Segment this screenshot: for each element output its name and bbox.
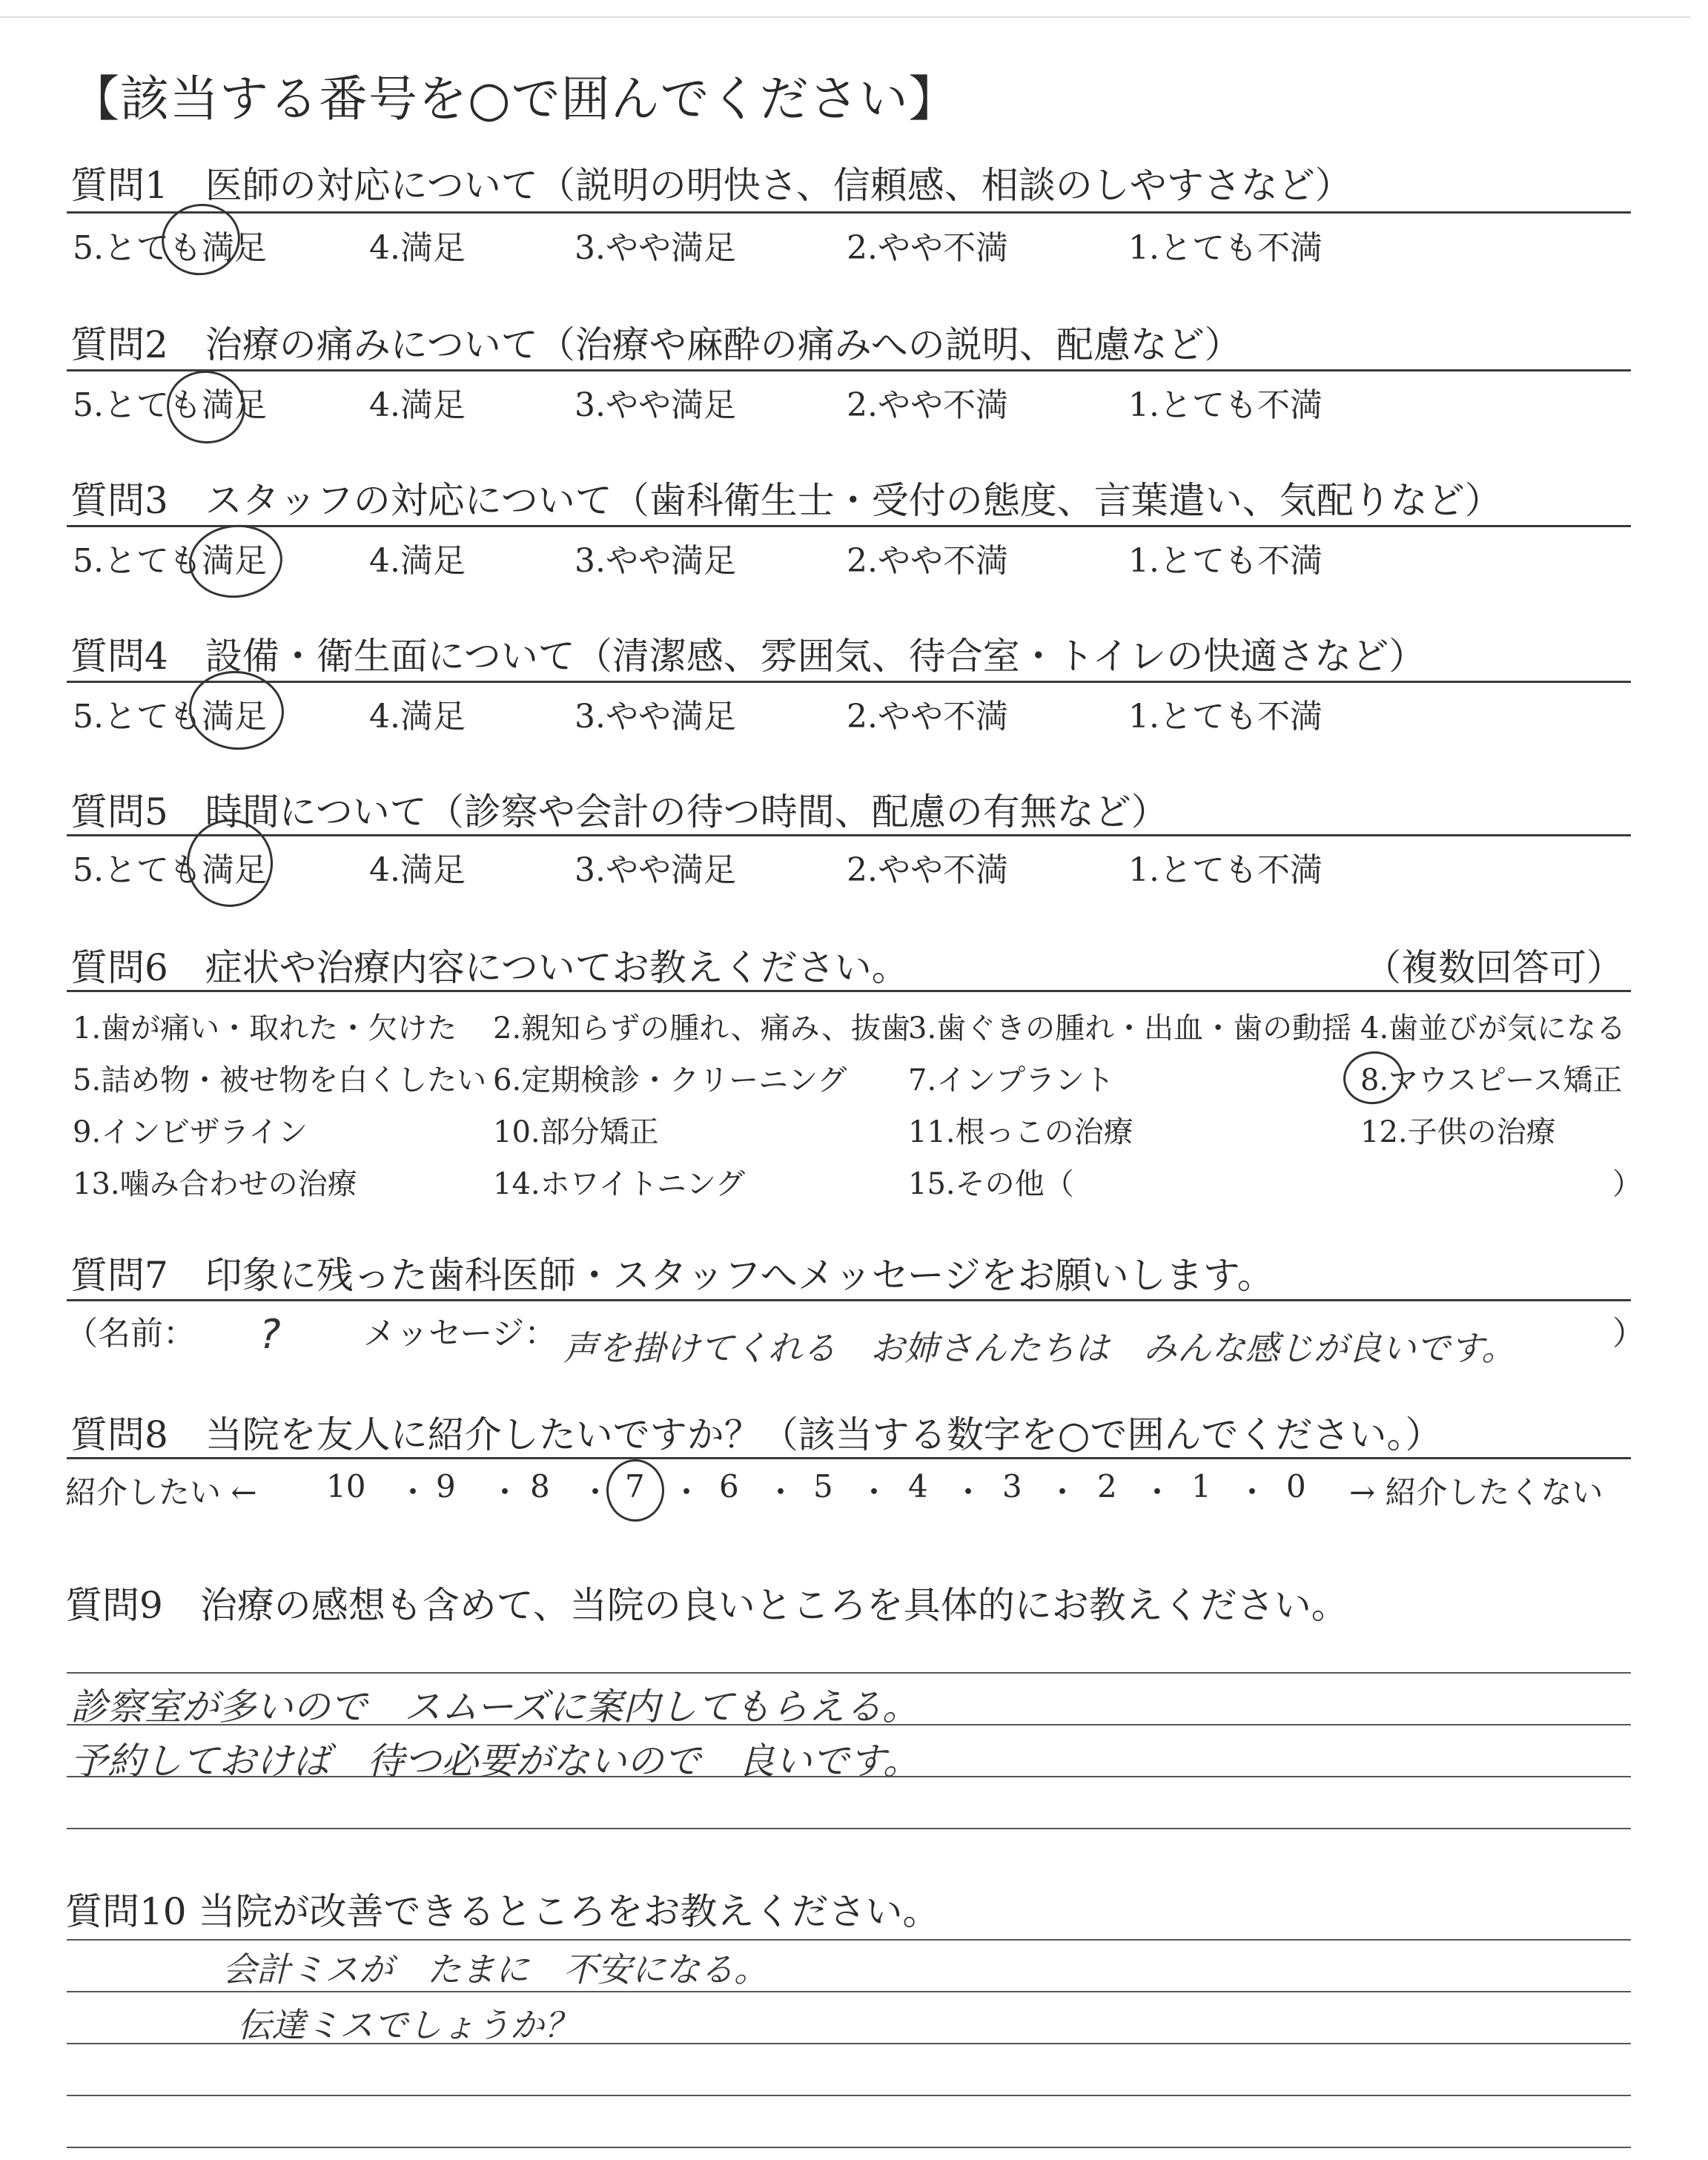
q4-option-1[interactable]: 1.とても不満 [1128,698,1323,736]
q8-right-label: → 紹介したくない [1349,1474,1603,1510]
q2-option-3[interactable]: 3.やや満足 [575,386,736,424]
scan-edge [0,16,1690,18]
q6-option-10[interactable]: 10.部分矯正 [493,1115,659,1149]
q8-left-label: 紹介したい ← [65,1474,257,1510]
q6-option-5[interactable]: 5.詰め物・被せ物を白くしたい [73,1063,487,1097]
q8-dot: ・ [1047,1474,1079,1510]
q8-dot: ・ [1142,1474,1174,1510]
q9-answer-2[interactable]: 予約しておけば 待つ必要がないので 良いです。 [70,1740,920,1783]
q7-close: ） [1612,1315,1645,1353]
q6-other-close: ） [1612,1167,1642,1201]
q6-rule [67,990,1631,992]
q3-option-3[interactable]: 3.やや満足 [575,542,736,580]
q3-selection-circle [185,521,286,603]
q8-scale-6[interactable]: 6 [719,1468,739,1505]
q6-option-1[interactable]: 1.歯が痛い・取れた・欠けた [73,1011,457,1046]
q6-option-15[interactable]: 15.その他（ [908,1167,1074,1201]
q4-rule [67,681,1631,683]
q8-scale-4[interactable]: 4 [908,1468,928,1505]
q6-option-14[interactable]: 14.ホワイトニング [493,1167,746,1201]
q6-option-8[interactable]: 8.マウスピース矯正 [1360,1063,1623,1097]
q6-option-13[interactable]: 13.噛み合わせの治療 [73,1167,357,1201]
q8-dot: ・ [858,1474,890,1510]
q6-title: 質問6 症状や治療内容についてお教えください。 [70,946,909,989]
q10-title: 質問10 当院が改善できるところをお教えください。 [65,1890,940,1933]
q3-option-4[interactable]: 4.満足 [369,542,466,580]
q5-option-1[interactable]: 1.とても不満 [1128,851,1323,889]
q8-scale-9[interactable]: 9 [436,1468,456,1505]
q9-line-1 [67,1672,1631,1674]
q1-option-3[interactable]: 3.やや満足 [575,229,736,267]
q2-title: 質問2 治療の痛みについて（治療や麻酔の痛みへの説明、配慮など） [70,323,1242,366]
q7-title: 質問7 印象に残った歯科医師・スタッフへメッセージをお願いします。 [70,1254,1274,1297]
form-title: 【該当する番号を○で囲んでください】 [70,70,959,128]
q1-option-4[interactable]: 4.満足 [369,229,466,267]
q8-selection-circle [606,1459,664,1522]
q8-scale-0[interactable]: 0 [1286,1468,1306,1505]
q5-option-2[interactable]: 2.やや不満 [847,851,1008,889]
q8-scale-8[interactable]: 8 [530,1468,550,1505]
q10-line-4 [67,2095,1631,2096]
q8-dot: ・ [580,1474,612,1510]
q8-scale-1[interactable]: 1 [1191,1468,1211,1505]
q8-dot: ・ [765,1474,797,1510]
q7-rule [67,1299,1631,1301]
q1-rule [67,211,1631,214]
q9-title: 質問9 治療の感想も含めて、当院の良いところを具体的にお教えください。 [65,1584,1348,1627]
q7-message-value[interactable]: 声を掛けてくれる お姉さんたちは みんな感じが良いです。 [563,1328,1516,1368]
q8-scale-10[interactable]: 10 [326,1468,366,1505]
q8-dot: ・ [397,1474,429,1510]
q5-option-5[interactable]: 5.とても満足 [73,851,267,889]
q3-rule [67,525,1631,527]
q6-option-11[interactable]: 11.根っこの治療 [908,1115,1133,1149]
q6-option-9[interactable]: 9.インビザライン [73,1115,308,1149]
q4-option-3[interactable]: 3.やや満足 [575,698,736,736]
q5-option-3[interactable]: 3.やや満足 [575,851,736,889]
q3-title: 質問3 スタッフの対応について（歯科衛生士・受付の態度、言葉遣い、気配りなど） [70,479,1502,522]
q1-title: 質問1 医師の対応について（説明の明快さ、信頼感、相談のしやすさなど） [70,164,1352,207]
q5-option-4[interactable]: 4.満足 [369,851,466,889]
q4-title: 質問4 設備・衛生面について（清潔感、雰囲気、待合室・トイレの快適さなど） [70,635,1426,678]
q1-selection-circle [156,198,245,282]
q3-option-1[interactable]: 1.とても不満 [1128,542,1323,580]
q2-option-2[interactable]: 2.やや不満 [847,386,1008,424]
q7-message-label: メッセージ： [363,1315,557,1353]
q6-option-3[interactable]: 3.歯ぐきの腫れ・出血・歯の動揺 [908,1011,1352,1046]
q8-scale-7[interactable]: 7 [625,1468,645,1505]
q6-option-6[interactable]: 6.定期検診・クリーニング [493,1063,847,1097]
q2-rule [67,369,1631,371]
q6-option-4[interactable]: 4.歯並びが気になる [1360,1011,1626,1046]
q2-option-1[interactable]: 1.とても不満 [1128,386,1323,424]
q4-option-5[interactable]: 5.とても満足 [73,698,267,736]
q1-option-5[interactable]: 5.とても満足 [73,229,267,267]
q6-note: （複数回答可） [1364,946,1623,989]
q4-option-2[interactable]: 2.やや不満 [847,698,1008,736]
q8-dot: ・ [489,1474,521,1510]
q7-name-label: （名前： [65,1315,196,1353]
q2-option-5[interactable]: 5.とても満足 [73,386,267,424]
q8-dot: ・ [953,1474,984,1510]
q5-title: 質問5 時間について（診察や会計の待つ時間、配慮の有無など） [70,790,1168,833]
q8-title: 質問8 当院を友人に紹介したいですか？（該当する数字を○で囲んでください。） [70,1413,1443,1456]
q9-answer-1[interactable]: 診察室が多いので スムーズに案内してもらえる。 [70,1685,919,1728]
q8-scale-3[interactable]: 3 [1002,1468,1022,1505]
q8-dot: ・ [671,1474,703,1510]
q6-option-7[interactable]: 7.インプラント [908,1063,1115,1097]
q6-option-2[interactable]: 2.親知らずの腫れ、痛み、抜歯 [493,1011,910,1046]
q8-dot: ・ [1237,1474,1268,1510]
q4-option-4[interactable]: 4.満足 [369,698,466,736]
q3-option-2[interactable]: 2.やや不満 [847,542,1008,580]
q1-option-2[interactable]: 2.やや不満 [847,229,1008,267]
q7-name-value[interactable]: ? [259,1311,281,1358]
q10-answer-2[interactable]: 伝達ミスでしょうか？ [237,2005,578,2045]
q10-line-5 [67,2147,1631,2148]
q10-answer-1[interactable]: 会計ミスが たまに 不安になる。 [222,1949,768,1989]
q1-option-1[interactable]: 1.とても不満 [1128,229,1323,267]
q10-line-1 [67,1939,1631,1941]
q8-scale-5[interactable]: 5 [813,1468,833,1505]
q8-scale-2[interactable]: 2 [1097,1468,1117,1505]
q3-option-5[interactable]: 5.とても満足 [73,542,267,580]
q5-rule [67,834,1631,836]
q9-line-4 [67,1828,1631,1829]
q6-option-12[interactable]: 12.子供の治療 [1360,1115,1556,1149]
q8-rule [67,1457,1631,1459]
q2-option-4[interactable]: 4.満足 [369,386,466,424]
